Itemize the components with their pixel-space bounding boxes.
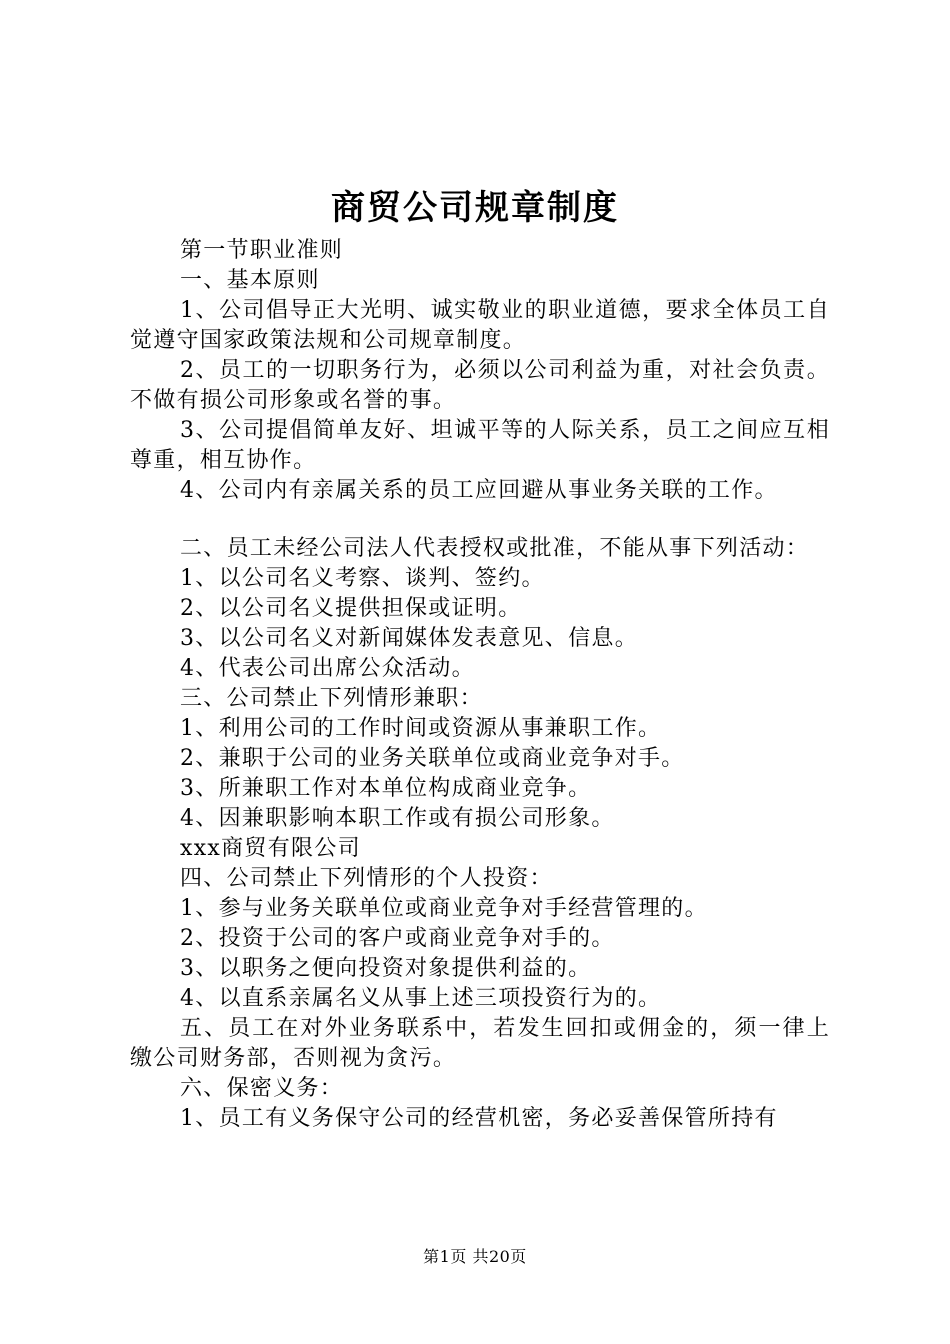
- document-title: 商贸公司规章制度: [331, 188, 619, 228]
- paragraph: 2、兼职于公司的业务关联单位或商业竞争对手。: [180, 746, 685, 771]
- paragraph: 1、员工有义务保守公司的经营机密，务必妥善保管所持有: [180, 1106, 778, 1131]
- paragraph: 六、保密义务：: [180, 1076, 344, 1101]
- paragraph: 1、公司倡导正大光明、诚实敬业的职业道德，要求全体员工自觉遵守国家政策法规和公司规章制度。: [130, 298, 830, 353]
- paragraph: 3、以公司名义对新闻媒体发表意见、信息。: [180, 626, 638, 651]
- paragraph: 2、员工的一切职务行为，必须以公司利益为重，对社会负责。不做有损公司形象或名誉的事。: [130, 358, 830, 413]
- paragraph: 3、所兼职工作对本单位构成商业竞争。: [180, 776, 592, 801]
- paragraph: 4、以直系亲属名义从事上述三项投资行为的。: [180, 986, 662, 1011]
- paragraph: xxx商贸有限公司: [180, 836, 361, 861]
- paragraph: 4、公司内有亲属关系的员工应回避从事业务关联的工作。: [180, 478, 778, 503]
- paragraph-gap: [130, 506, 830, 534]
- paragraph: 1、参与业务关联单位或商业竞争对手经营管理的。: [180, 896, 708, 921]
- paragraph: 4、代表公司出席公众活动。: [180, 656, 475, 681]
- paragraph: 3、公司提倡简单友好、坦诚平等的人际关系，员工之间应互相尊重，相互协作。: [130, 418, 830, 473]
- paragraph: 五、员工在对外业务联系中，若发生回扣或佣金的，须一律上缴公司财务部，否则视为贪污。: [130, 1016, 830, 1071]
- paragraph: 二、员工未经公司法人代表授权或批准，不能从事下列活动：: [180, 536, 810, 561]
- paragraph: 三、公司禁止下列情形兼职：: [180, 686, 483, 711]
- paragraph: 2、投资于公司的客户或商业竞争对手的。: [180, 926, 615, 951]
- paragraph: 四、公司禁止下列情形的个人投资：: [180, 866, 553, 891]
- document-body: [130, 236, 830, 1134]
- paragraph: 一、基本原则: [180, 268, 320, 293]
- paragraph: 1、以公司名义考察、谈判、签约。: [180, 566, 545, 591]
- paragraph: 第一节职业准则: [180, 238, 344, 263]
- paragraph: 4、因兼职影响本职工作或有损公司形象。: [180, 806, 615, 831]
- paragraph: 3、以职务之便向投资对象提供利益的。: [180, 956, 592, 981]
- paragraph: 2、以公司名义提供担保或证明。: [180, 596, 522, 621]
- page-footer: 第1页 共20页: [423, 1247, 527, 1266]
- paragraph: 1、利用公司的工作时间或资源从事兼职工作。: [180, 716, 662, 741]
